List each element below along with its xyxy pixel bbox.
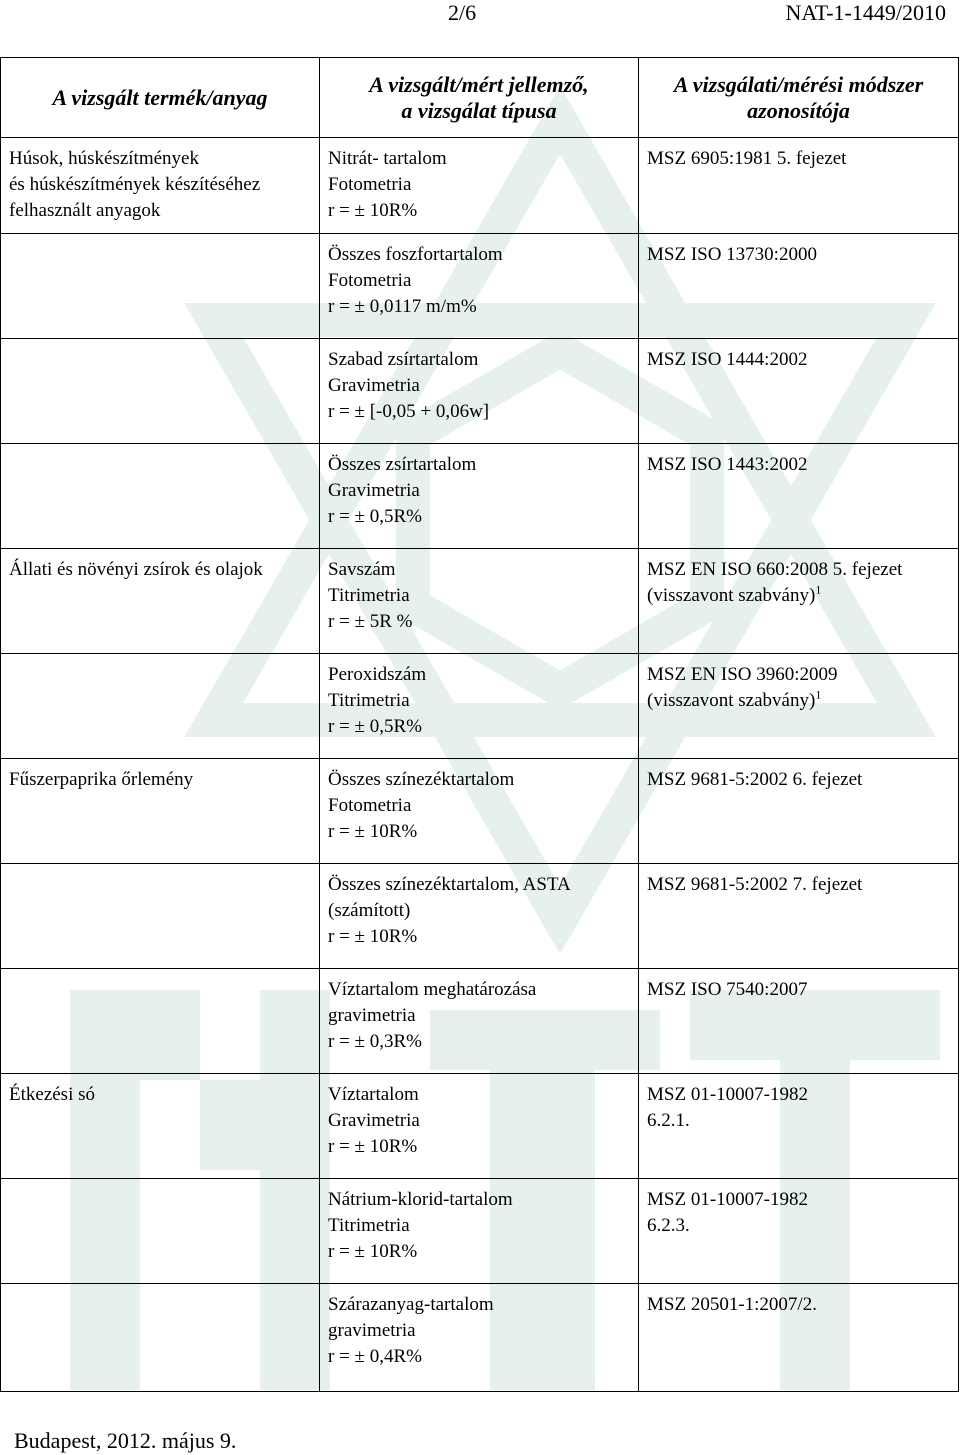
method-line: [647, 1187, 950, 1213]
product-text: Fűszerpaprika őrlemény: [9, 769, 194, 790]
column-header-line: a vizsgálat típusa: [401, 97, 557, 123]
property-line: [328, 268, 630, 294]
property-line: [328, 924, 630, 950]
property-cell: [320, 234, 639, 339]
property-line: [328, 872, 630, 898]
footer-place-date: Budapest, 2012. május 9.: [14, 1428, 237, 1453]
property-line: [328, 242, 630, 268]
method-line: [647, 1213, 950, 1239]
property-line: [328, 1003, 630, 1029]
product-line: [9, 767, 311, 793]
table-row: [1, 549, 959, 654]
accreditation-table: [0, 57, 959, 1392]
property-cell: [320, 339, 639, 444]
column-header-line: A vizsgált/mért jellemző,: [369, 71, 589, 97]
property-text: Víztartalom: [328, 1084, 419, 1105]
column-header-product: [1, 58, 320, 138]
property-line: [328, 688, 630, 714]
property-text: Víztartalom meghatározása: [328, 979, 537, 1000]
property-text: (számított): [328, 900, 411, 921]
property-text: gravimetria: [328, 1005, 416, 1026]
property-text: r = ± 0,0117 m/m%: [328, 296, 477, 317]
method-line: [647, 977, 950, 1003]
property-text: Titrimetria: [328, 1215, 410, 1236]
property-text: r = ± 10R%: [328, 926, 418, 947]
method-cell: [639, 444, 959, 549]
table-row: [1, 1074, 959, 1179]
column-header-property: [320, 58, 639, 138]
property-line: [328, 714, 630, 740]
property-text: r = ± 10R%: [328, 1136, 418, 1157]
product-cell: [1, 234, 320, 339]
property-text: Titrimetria: [328, 585, 410, 606]
property-cell: [320, 138, 639, 234]
product-line: [9, 172, 311, 198]
method-line: [647, 688, 950, 714]
property-cell: [320, 969, 639, 1074]
method-text: (visszavont szabvány): [647, 585, 816, 606]
property-text: r = ± 5R %: [328, 611, 413, 632]
table-row: [1, 138, 959, 234]
method-text: MSZ 9681-5:2002 6. fejezet: [647, 769, 863, 790]
property-line: [328, 1029, 630, 1055]
product-cell: [1, 654, 320, 759]
property-line: [328, 819, 630, 845]
property-line: [328, 373, 630, 399]
method-line: [647, 146, 950, 172]
property-line: [328, 198, 630, 224]
property-line: [328, 609, 630, 635]
method-text: (visszavont szabvány): [647, 690, 816, 711]
property-line: [328, 1292, 630, 1318]
method-text: MSZ ISO 1443:2002: [647, 454, 808, 475]
table-row: [1, 1284, 959, 1392]
product-cell: [1, 864, 320, 969]
property-text: Fotometria: [328, 174, 412, 195]
product-text: felhasznált anyagok: [9, 200, 161, 221]
method-text: MSZ 20501-1:2007/2.: [647, 1294, 817, 1315]
column-header-line: A vizsgálati/mérési módszer: [673, 71, 924, 97]
property-line: [328, 1187, 630, 1213]
method-line: [647, 662, 950, 688]
method-cell: [639, 1179, 959, 1284]
property-line: [328, 1344, 630, 1370]
method-cell: [639, 969, 959, 1074]
property-text: Fotometria: [328, 795, 412, 816]
method-text: MSZ ISO 7540:2007: [647, 979, 808, 1000]
property-line: [328, 1082, 630, 1108]
footnote-marker: 1: [815, 582, 822, 597]
property-cell: [320, 1284, 639, 1392]
property-text: Titrimetria: [328, 690, 410, 711]
method-cell: [639, 864, 959, 969]
property-line: [328, 793, 630, 819]
method-text: MSZ ISO 1444:2002: [647, 349, 808, 370]
property-line: [328, 977, 630, 1003]
property-cell: [320, 654, 639, 759]
property-line: [328, 767, 630, 793]
property-line: [328, 504, 630, 530]
product-cell: [1, 339, 320, 444]
table-row: [1, 864, 959, 969]
method-text: MSZ 6905:1981 5. fejezet: [647, 148, 847, 169]
method-text: 6.2.1.: [647, 1110, 690, 1131]
property-text: Gravimetria: [328, 375, 420, 396]
product-cell: [1, 1074, 320, 1179]
product-line: [9, 198, 311, 224]
method-line: [647, 872, 950, 898]
product-cell: [1, 549, 320, 654]
property-text: r = ± 0,5R%: [328, 716, 422, 737]
product-text: Étkezési só: [9, 1084, 96, 1105]
property-text: Szabad zsírtartalom: [328, 349, 479, 370]
table-row: [1, 339, 959, 444]
method-line: [647, 452, 950, 478]
property-text: Szárazanyag-tartalom: [328, 1294, 494, 1315]
table-header-row: [1, 58, 959, 138]
property-line: [328, 452, 630, 478]
property-text: gravimetria: [328, 1320, 416, 1341]
property-text: r = ± [-0,05 + 0,06w]: [328, 401, 490, 422]
method-text: 6.2.3.: [647, 1215, 690, 1236]
method-text: MSZ ISO 13730:2000: [647, 244, 817, 265]
property-line: [328, 557, 630, 583]
property-cell: [320, 1074, 639, 1179]
property-text: Összes foszfortartalom: [328, 244, 503, 265]
page-number: 2/6: [448, 0, 477, 25]
property-cell: [320, 759, 639, 864]
method-text: MSZ EN ISO 3960:2009: [647, 664, 838, 685]
table-row: [1, 654, 959, 759]
property-text: Gravimetria: [328, 480, 420, 501]
method-line: [647, 1292, 950, 1318]
product-cell: [1, 969, 320, 1074]
product-line: [9, 146, 311, 172]
property-text: r = ± 0,4R%: [328, 1346, 422, 1367]
product-cell: [1, 1284, 320, 1392]
property-line: [328, 1239, 630, 1265]
property-line: [328, 478, 630, 504]
product-cell: [1, 444, 320, 549]
property-cell: [320, 1179, 639, 1284]
property-text: r = ± 10R%: [328, 821, 418, 842]
property-text: Nitrát- tartalom: [328, 148, 447, 169]
product-cell: [1, 138, 320, 234]
property-line: [328, 399, 630, 425]
property-line: [328, 1108, 630, 1134]
method-cell: [639, 138, 959, 234]
table-row: [1, 759, 959, 864]
product-text: Állati és növényi zsírok és olajok: [9, 559, 263, 580]
method-cell: [639, 759, 959, 864]
method-cell: [639, 1074, 959, 1179]
table-row: [1, 234, 959, 339]
property-cell: [320, 444, 639, 549]
method-line: [647, 242, 950, 268]
product-line: [9, 557, 311, 583]
property-line: [328, 662, 630, 688]
table-row: [1, 969, 959, 1074]
method-cell: [639, 654, 959, 759]
column-header-method: [639, 58, 959, 138]
property-text: r = ± 0,3R%: [328, 1031, 422, 1052]
property-cell: [320, 864, 639, 969]
property-text: Összes színezéktartalom: [328, 769, 515, 790]
property-text: Összes színezéktartalom, ASTA: [328, 874, 571, 895]
property-line: [328, 347, 630, 373]
property-text: r = ± 10R%: [328, 200, 418, 221]
property-line: [328, 1213, 630, 1239]
property-text: Gravimetria: [328, 1110, 420, 1131]
property-line: [328, 146, 630, 172]
property-cell: [320, 549, 639, 654]
property-line: [328, 1134, 630, 1160]
method-text: MSZ 9681-5:2002 7. fejezet: [647, 874, 863, 895]
property-line: [328, 583, 630, 609]
method-line: [647, 583, 950, 609]
product-cell: [1, 1179, 320, 1284]
method-line: [647, 557, 950, 583]
property-text: r = ± 0,5R%: [328, 506, 422, 527]
column-header-line: azonosítója: [747, 97, 850, 123]
footnote-marker: 1: [815, 687, 822, 702]
method-text: MSZ 01-10007-1982: [647, 1189, 808, 1210]
table-row: [1, 444, 959, 549]
property-line: [328, 294, 630, 320]
property-text: Összes zsírtartalom: [328, 454, 477, 475]
product-cell: [1, 759, 320, 864]
table-row: [1, 1179, 959, 1284]
property-text: Peroxidszám: [328, 664, 427, 685]
property-text: Nátrium-klorid-tartalom: [328, 1189, 513, 1210]
property-line: [328, 172, 630, 198]
property-text: Savszám: [328, 559, 396, 580]
method-line: [647, 1082, 950, 1108]
method-cell: [639, 339, 959, 444]
property-line: [328, 898, 630, 924]
method-text: MSZ EN ISO 660:2008 5. fejezet: [647, 559, 903, 580]
document-id: NAT-1-1449/2010: [785, 0, 946, 25]
column-header-line: A vizsgált termék/anyag: [52, 84, 268, 110]
product-text: Húsok, húskészítmények: [9, 148, 199, 169]
method-cell: [639, 1284, 959, 1392]
method-line: [647, 767, 950, 793]
method-cell: [639, 234, 959, 339]
method-line: [647, 347, 950, 373]
property-text: Fotometria: [328, 270, 412, 291]
property-line: [328, 1318, 630, 1344]
method-text: MSZ 01-10007-1982: [647, 1084, 808, 1105]
method-line: [647, 1108, 950, 1134]
product-text: és húskészítmények készítéséhez: [9, 174, 261, 195]
property-text: r = ± 10R%: [328, 1241, 418, 1262]
method-cell: [639, 549, 959, 654]
product-line: [9, 1082, 311, 1108]
